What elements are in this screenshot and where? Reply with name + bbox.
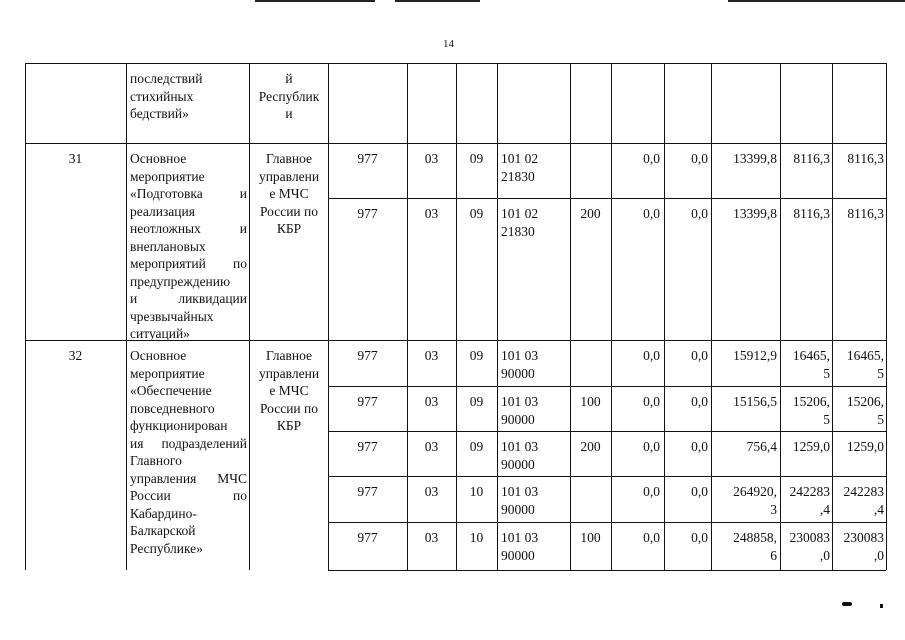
executor-line: Главное: [265, 151, 313, 166]
activity-name-line: мероприятий по: [130, 256, 247, 271]
scan-speck: [880, 604, 883, 608]
cell-value: 0,0: [691, 151, 708, 166]
scan-artifact-top: [395, 0, 480, 2]
column-divider: [780, 63, 781, 570]
executor-line: е МЧС: [269, 383, 309, 398]
cell-value: 0,0: [643, 530, 660, 545]
cell-pr: 09: [469, 394, 484, 409]
cell-pr: 09: [469, 151, 484, 166]
activity-name-line: Республике»: [130, 540, 203, 556]
activity-name-line: Главного: [130, 453, 182, 468]
cell-csr: 101 03: [501, 348, 539, 363]
column-divider: [249, 63, 250, 570]
cell-value: 0,0: [643, 484, 660, 499]
row-divider: [25, 63, 886, 64]
cell-value: 756,4: [746, 439, 777, 454]
cell-grbs: 977: [357, 206, 378, 221]
subrow-divider: [328, 522, 886, 523]
subrow-divider: [328, 476, 886, 477]
cell-value: 6: [770, 547, 777, 563]
cell-value: 5: [877, 365, 884, 381]
activity-name-line: чрезвычайных: [130, 308, 214, 324]
activity-name-line: и ликвидации: [130, 291, 247, 306]
cell-grbs: 977: [357, 484, 378, 499]
cell-rz: 03: [424, 484, 439, 499]
cell-value: 16465,: [792, 348, 830, 363]
executor-line: управлени: [258, 168, 320, 184]
cell-value: 0,0: [691, 206, 708, 221]
cell-value: ,0: [873, 547, 884, 563]
executor-line: КБР: [276, 221, 302, 236]
executor-line: и: [285, 106, 293, 121]
cell-vr: 200: [580, 439, 601, 454]
cell-value: 0,0: [643, 439, 660, 454]
cell-vr: 200: [580, 206, 601, 221]
cell-value: 13399,8: [733, 151, 777, 166]
cell-value: ,0: [819, 547, 830, 563]
activity-name-line: управления МЧС: [130, 470, 247, 486]
activity-name-line: реализация: [130, 203, 195, 219]
cell-value: 5: [823, 411, 830, 427]
column-divider: [126, 63, 127, 570]
executor-line: России по: [259, 203, 319, 219]
column-divider: [25, 63, 26, 570]
activity-name-line: Основное: [130, 151, 187, 166]
cell-pr: 10: [469, 530, 484, 545]
cell-value: 242283: [843, 484, 884, 499]
cell-value: 0,0: [691, 348, 708, 363]
cell-grbs: 977: [357, 151, 378, 166]
cell-value: 1259,0: [846, 439, 884, 454]
activity-name-line: внеплановых: [130, 238, 206, 254]
cell-rz: 03: [424, 206, 439, 221]
cell-value: 0,0: [643, 151, 660, 166]
activity-name-line: предупреждению: [130, 273, 231, 289]
cell-csr: 101 03: [501, 394, 539, 409]
cell-value: ,4: [819, 501, 830, 517]
cell-csr: 21830: [501, 223, 535, 239]
cell-value: 3: [770, 501, 777, 517]
activity-name-line: мероприятие: [130, 365, 205, 381]
cell-rz: 03: [424, 348, 439, 363]
cell-rz: 03: [424, 394, 439, 409]
cell-pr: 09: [469, 206, 484, 221]
scan-artifact-top: [255, 0, 375, 2]
cell-value: 8116,3: [847, 206, 884, 221]
cell-csr: 101 03: [501, 530, 539, 545]
cell-csr: 21830: [501, 168, 535, 184]
cell-value: 1259,0: [792, 439, 830, 454]
activity-name-line: повседневного: [130, 400, 215, 416]
subrow-divider: [328, 431, 886, 432]
executor-line: России по: [259, 400, 319, 416]
cell-pr: 09: [469, 439, 484, 454]
activity-name-line: последствий: [130, 71, 203, 86]
cell-value: 0,0: [643, 394, 660, 409]
cell-value: 8116,3: [847, 151, 884, 166]
cell-value: 13399,8: [733, 206, 777, 221]
row-number: 32: [68, 348, 83, 363]
executor-line: КБР: [276, 418, 302, 433]
cell-value: 264920,: [733, 484, 777, 499]
activity-name-line: ия подразделений: [130, 435, 247, 451]
executor-line: управлени: [258, 365, 320, 381]
cell-grbs: 977: [357, 530, 378, 545]
scan-speck: [842, 602, 852, 606]
cell-value: 0,0: [691, 484, 708, 499]
cell-value: 8116,3: [793, 206, 830, 221]
activity-name-line: Основное: [130, 348, 187, 363]
cell-csr: 101 03: [501, 484, 539, 499]
activity-name-line: функционирован: [130, 418, 228, 433]
cell-value: 230083: [843, 530, 884, 545]
cell-pr: 10: [469, 484, 484, 499]
activity-name-line: Кабардино-: [130, 505, 197, 521]
page-number: 14: [443, 38, 454, 50]
cell-value: 0,0: [691, 439, 708, 454]
executor-line: й: [285, 71, 293, 86]
executor-line: е МЧС: [269, 186, 309, 201]
subrow-divider: [328, 198, 886, 199]
cell-vr: 100: [580, 394, 601, 409]
activity-name-line: бедствий»: [130, 106, 189, 121]
cell-value: 5: [823, 365, 830, 381]
row-divider: [25, 143, 886, 144]
cell-value: 248858,: [733, 530, 777, 545]
cell-value: 230083: [789, 530, 830, 545]
cell-csr: 90000: [501, 501, 535, 517]
cell-value: 242283: [789, 484, 830, 499]
cell-csr: 101 02: [501, 151, 539, 166]
activity-name-line: стихийных: [130, 88, 194, 104]
cell-rz: 03: [424, 530, 439, 545]
cell-value: 15156,5: [733, 394, 777, 409]
activity-name-line: ситуаций»: [130, 326, 190, 341]
activity-name-line: «Обеспечение: [130, 383, 212, 398]
cell-value: 0,0: [691, 394, 708, 409]
cell-value: 15912,9: [733, 348, 777, 363]
activity-name-line: неотложных и: [130, 221, 247, 236]
cell-grbs: 977: [357, 439, 378, 454]
cell-grbs: 977: [357, 348, 378, 363]
scan-artifact-top: [728, 0, 905, 2]
cell-csr: 90000: [501, 547, 535, 563]
cell-value: 15206,: [792, 394, 830, 409]
cell-grbs: 977: [357, 394, 378, 409]
executor-line: Главное: [265, 348, 313, 363]
cell-value: 16465,: [846, 348, 884, 363]
cell-csr: 101 02: [501, 206, 539, 221]
executor-line: Республик: [258, 88, 320, 104]
column-divider: [886, 63, 887, 570]
cell-value: 0,0: [691, 530, 708, 545]
cell-csr: 90000: [501, 365, 535, 381]
cell-pr: 09: [469, 348, 484, 363]
activity-name-line: мероприятие: [130, 168, 205, 184]
cell-rz: 03: [424, 439, 439, 454]
row-divider: [328, 570, 886, 571]
cell-value: 5: [877, 411, 884, 427]
cell-value: ,4: [873, 501, 884, 517]
cell-value: 0,0: [643, 348, 660, 363]
cell-csr: 90000: [501, 411, 535, 427]
activity-name-line: России по: [130, 488, 247, 503]
cell-csr: 101 03: [501, 439, 539, 454]
activity-name-line: Балкарской: [130, 523, 196, 538]
column-divider: [497, 63, 498, 570]
column-divider: [570, 63, 571, 570]
activity-name-line: «Подготовка и: [130, 186, 247, 201]
cell-value: 8116,3: [793, 151, 830, 166]
cell-value: 15206,: [846, 394, 884, 409]
cell-csr: 90000: [501, 456, 535, 472]
column-divider: [832, 63, 833, 570]
row-number: 31: [68, 151, 83, 166]
cell-rz: 03: [424, 151, 439, 166]
subrow-divider: [328, 386, 886, 387]
cell-value: 0,0: [643, 206, 660, 221]
cell-vr: 100: [580, 530, 601, 545]
